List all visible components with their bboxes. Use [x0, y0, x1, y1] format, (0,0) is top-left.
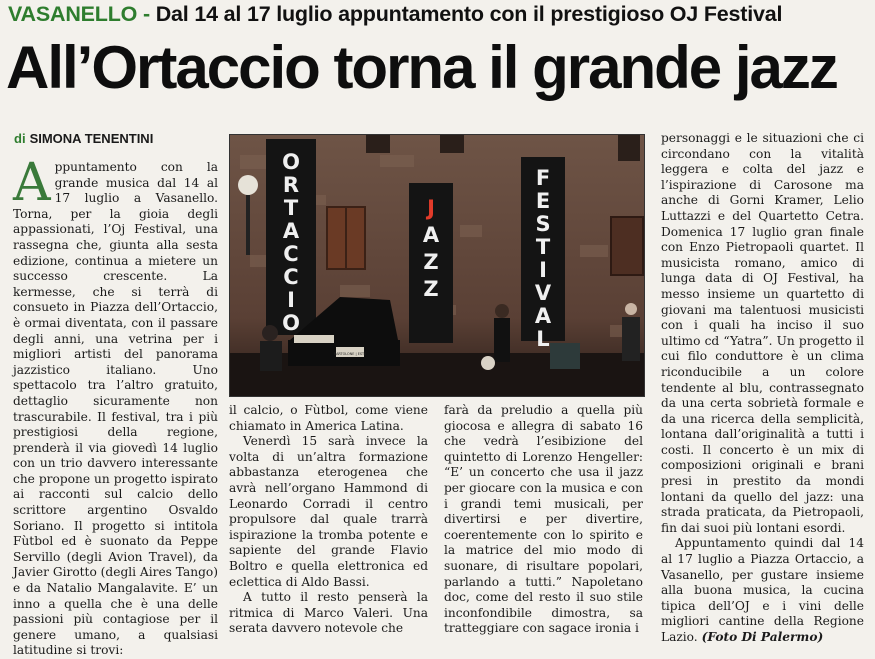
- article-column-4: [661, 131, 864, 646]
- banner-letter: S: [535, 212, 551, 236]
- article-column-2: [229, 403, 428, 637]
- banner-letter: A: [282, 219, 300, 243]
- paragraph: il calcio, o Fùtbol, come viene chiamato in America Latina.: [229, 403, 428, 433]
- banner-letter: O: [282, 311, 300, 335]
- paragraph: [661, 536, 864, 645]
- banner-letter: F: [535, 166, 551, 190]
- byline-author: SIMONA TENENTINI: [29, 131, 154, 146]
- byline: [14, 131, 153, 146]
- piano-label: BARTOLONE | ESTE: [333, 352, 367, 356]
- banner-letter: V: [534, 281, 552, 305]
- banner-letter: A: [534, 304, 552, 328]
- paragraph: personaggi e le situazioni che ci circondano con la vitalità leggera e colta del jazz e l’ispirazione di Carosone ma anche di Gorni Kramer, Lelio Luttazzi e del Quartetto Cetra. Domenica 17 luglio gran finale con Enzo Pietropaoli quartet. Il musicista romano, amico di lunga data di OJ Festival, ha messo insieme un quartetto di giovani ma talentuosi musicisti con i quali ha inciso il suo ultimo cd “Yatra”. Un progetto il cui filo conduttore è un clima riconducibile a un colore tendente al blu, contrassegnato da una certa sobrietà formale e da una ricerca della semplicità, lontana dall’originalità a tutti i costi. Il concerto è un mix di composizioni originali e brani presi in prestito da mondi lontani da quello del jazz: una strada praticata, da Pietropaoli, fin dai suoi più lontani esordi.: [661, 131, 864, 535]
- banner-letter: L: [536, 327, 550, 351]
- article-column-3: [444, 403, 643, 637]
- kicker-text: Dal 14 al 17 luglio appuntamento con il prestigioso OJ Festival: [155, 2, 783, 26]
- article-column-1: [13, 153, 218, 659]
- banner-letter: C: [283, 242, 299, 266]
- paragraph: ppuntamento con la grande musica dal 14 al 17 luglio a Vasanello. Torna, per la gioia degli appassionati, l’Oj Festival, una rassegna che, giunta alla sesta edizione, continua a mietere un successo crescente. La kermesse, che si terrà di consueto in Piazza dell’Ortaccio, è ormai diventata, con il passare degli anni, una vetrina per i migliori artisti del panorama jazzistico italiano. Uno spettacolo tra l’altro gratuito, dettaglio sicuramente non trascurabile. Il festival, tra i più prestigiosi della regione, prenderà il via giovedì 14 luglio con un trio davvero interessante che propone un progetto ispirato ai racconti sul calcio dello scrittore argentino Osvaldo Soriano. Il progetto si intitola Fùtbol ed è suonato da Peppe Servillo (degli Avion Travel), da Javier Girotto (degli Aires Tango) e da Natalio Mangalavite. E’ un inno a quella che è una delle passioni più contagiose per il genere umano, a qualsiasi latitudine si trovi:: [13, 160, 218, 658]
- byline-prefix: di: [14, 131, 26, 146]
- banner-letter: I: [287, 288, 295, 312]
- banner-letter: Z: [423, 250, 439, 274]
- banner-letter: R: [282, 173, 300, 197]
- banner-letter: A: [422, 223, 440, 247]
- banner-letter: C: [283, 265, 299, 289]
- kicker-location: VASANELLO: [8, 2, 138, 26]
- photo-credit: (Foto Di Palermo): [701, 630, 824, 644]
- paragraph: A tutto il resto penserà la ritmica di Marco Valeri. Una serata davvero notevole che: [229, 590, 428, 636]
- headline: All’Ortaccio torna il grande jazz: [6, 34, 837, 101]
- banner-letter: O: [282, 150, 300, 174]
- paragraph-text: Appuntamento quindi dal 14 al 17 luglio a Piazza Ortaccio, a Vasanello, per gustare insieme alla buona musica, la cucina tipica dell’OJ e i vini delle migliori cantine della Regione Lazio.: [661, 536, 864, 644]
- paragraph: Venerdì 15 sarà invece la volta di un’altra formazione abbastanza eterogenea che avrà nell’organo Hammond di Leonardo Corradi il centro propulsore dal quale trarrà ispirazione la tromba potente e sapiente del grande Flavio Boltro e quella elettronica ed eclettica di Aldo Bassi.: [229, 434, 428, 589]
- drop-cap: A: [13, 153, 51, 213]
- banner-letter: T: [283, 196, 299, 220]
- banner-letter: Z: [423, 277, 439, 301]
- banner-letter: E: [535, 189, 551, 213]
- banner-letter: I: [539, 258, 547, 282]
- kicker-separator: -: [137, 2, 156, 26]
- kicker: [8, 2, 870, 27]
- banner-letter: T: [535, 235, 551, 259]
- paragraph: farà da preludio a quella più giocosa e allegra di sabato 16 che vedrà l’esibizione del quintetto di Lorenzo Hengeller: “E’ un concerto che usa il jazz per giocare con la musica e con i grandi temi musicali, per divertirsi e per divertire, coerentemente con lo spirito e la matrice del mio modo di suonare, di risultare popolari, parlando a tutti.” Napoletano doc, come del resto il suo stile inconfondibile dimostra, sa tratteggiare con sagace ironia i: [444, 403, 643, 636]
- banner-letter: J: [427, 196, 435, 220]
- concert-photo: [229, 134, 645, 397]
